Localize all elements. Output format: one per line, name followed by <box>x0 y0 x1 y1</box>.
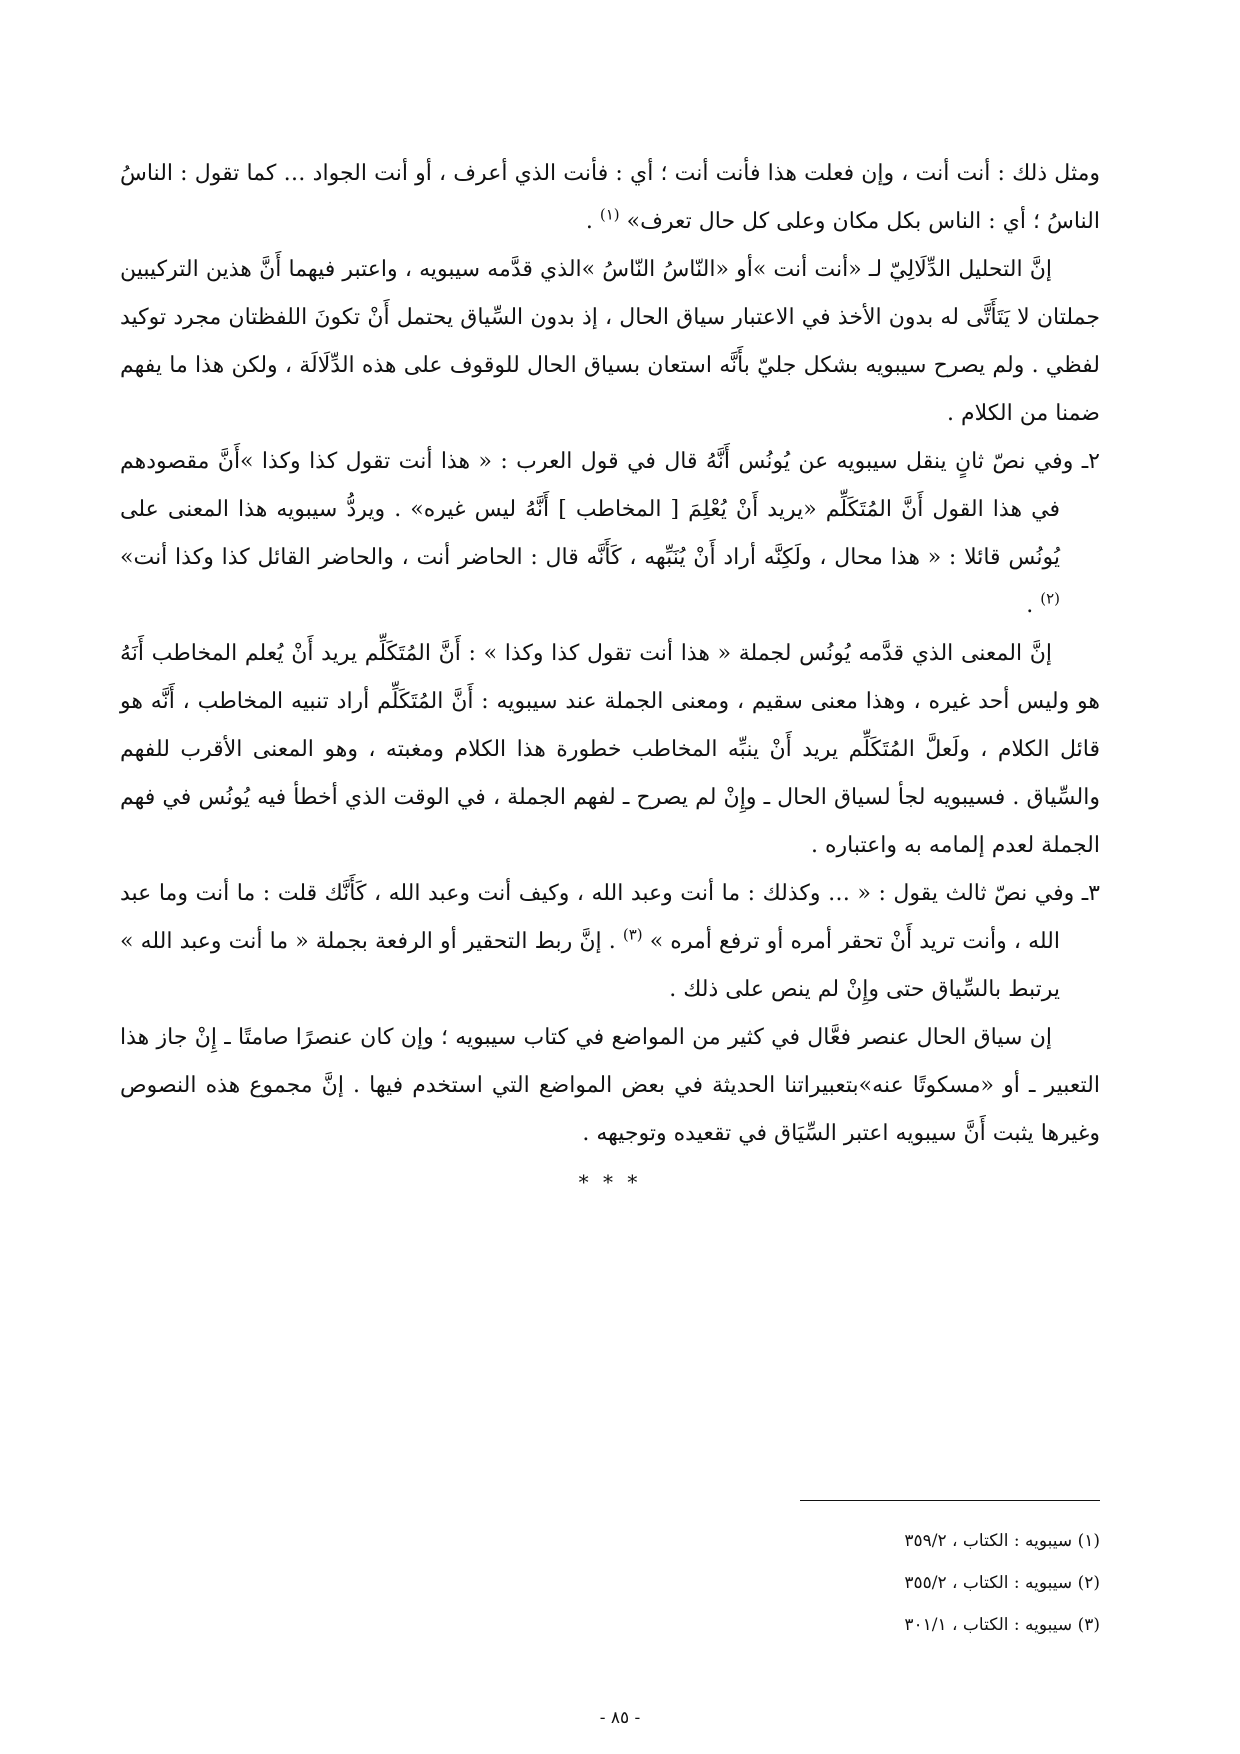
paragraph-3-tail: . <box>1026 593 1041 618</box>
section-separator: * * * <box>578 1170 642 1194</box>
footnote-ref-2[interactable]: (٢) <box>1040 589 1060 608</box>
paragraph-4-text: إنَّ المعنى الذي قدَّمه يُونُس لجملة « هذا أنت تقول كذا وكذا » : أَنَّ المُتَكَلِّم يريد أَنْ يُعلم المخاطب أَنَهُ هو وليس أحد غيره ، وهذا معنى سقيم ، ومعنى الجملة عند سيبويه : أَنَّ المُتَكَلِّم أراد تنبيه المخاطب ، أَنَّه هو قائل الكلام ، ولَعلَّ المُتَكَلِّم يريد أَنْ ينبِّه المخاطب خطورة هذا الكلام ومغبته ، وهو المعنى الأقرب للفهم والسِّياق . فسيبويه لجأ لسياق الحال ـ وإِنْ لم يصرح ـ لفهم الجملة ، في الوقت الذي أخطأ فيه يُونُس في فهم الجملة لعدم إلمامه به واعتباره . <box>120 641 1100 858</box>
paragraph-5-text: ٣ـ وفي نصّ ثالث يقول : « … وكذلك : ما أنت وعبد الله ، وكيف أنت وعبد الله ، كَأَنَّك قلت : ما أنت وما عبد الله ، وأنت تريد أَنْ تحقر أمره أو ترفع أمره » <box>120 881 1100 954</box>
footnote-2: (٢) سيبويه : الكتاب ، ٣٥٥/٢ <box>904 1573 1100 1593</box>
paragraph-2 <box>120 246 1100 438</box>
page-number: - ٨٥ - <box>599 1708 641 1728</box>
paragraph-4 <box>120 630 1100 870</box>
paragraph-6 <box>120 1014 1100 1158</box>
footnote-3: (٣) سيبويه : الكتاب ، ٣٠١/١ <box>904 1615 1100 1635</box>
footnote-1: (١) سيبويه : الكتاب ، ٣٥٩/٢ <box>904 1531 1100 1551</box>
footnote-ref-3[interactable]: (٣) <box>622 925 643 944</box>
paragraph-3 <box>120 438 1100 630</box>
paragraph-5 <box>120 870 1100 1014</box>
paragraph-1 <box>120 150 1100 246</box>
paragraph-1-tail: . <box>585 209 600 234</box>
paragraph-2-text: إنَّ التحليل الدِّلَالِيّ لـ «أنت أنت »أو «النّاسُ النّاسُ »الذي قدَّمه سيبويه ، واعتبر فيهما أَنَّ هذين التركيبين جملتان لا يَتَأَتَّى له بدون الأخذ في الاعتبار سياق الحال ، إذ بدون السِّياق يحتمل أَنْ تكونَ اللفظتان مجرد توكيد لفظي . ولم يصرح سيبويه بشكل جليّ بأَنَّه استعان بسياق الحال للوقوف على هذه الدِّلَالَة ، ولكن هذا ما يفهم ضمنا من الكلام . <box>120 257 1100 426</box>
paragraph-5-tail: . إنَّ ربط التحقير أو الرفعة بجملة « ما أنت وعبد الله » يرتبط بالسِّياق حتى وإِنْ لم ينص على ذلك . <box>120 929 1060 1002</box>
paragraph-3-text: ٢ـ وفي نصّ ثانٍ ينقل سيبويه عن يُونُس أَنَّهُ قال في قول العرب : « هذا أنت تقول كذا وكذا »أَنَّ مقصودهم في هذا القول أَنَّ المُتَكَلِّم «يريد أَنْ يُعْلِمَ [ المخاطب ] أَنَّهُ ليس غيره» . ويردُّ سيبويه هذا المعنى على يُونُس قائلا : « هذا محال ، ولَكِنَّه أراد أَنْ يُنَبِّهه ، كَأَنَّه قال : الحاضر أنت ، والحاضر القائل كذا وكذا أنت» <box>120 449 1100 570</box>
footnote-ref-1[interactable]: (١) <box>599 205 620 224</box>
paragraph-6-text: إن سياق الحال عنصر فعَّال في كثير من المواضع في كتاب سيبويه ؛ وإن كان عنصرًا صامتًا ـ إِنْ جاز هذا التعبير ـ أو «مسكوتًا عنه»بتعبيراتنا الحديثة في بعض المواضع التي استخدم فيها . إنَّ مجموع هذه النصوص وغيرها يثبت أَنَّ سيبويه اعتبر السِّيَاق في تقعيده وتوجيهه . <box>120 1025 1100 1146</box>
body-text <box>120 150 1100 1206</box>
footnotes <box>600 1520 1100 1646</box>
paragraph-1-text: ومثل ذلك : أنت أنت ، وإن فعلت هذا فأنت أنت ؛ أي : فأنت الذي أعرف ، أو أنت الجواد … كما تقول : الناسُ الناسُ ؛ أي : الناس بكل مكان وعلى كل حال تعرف» <box>120 161 1100 234</box>
footnote-divider <box>800 1500 1100 1501</box>
